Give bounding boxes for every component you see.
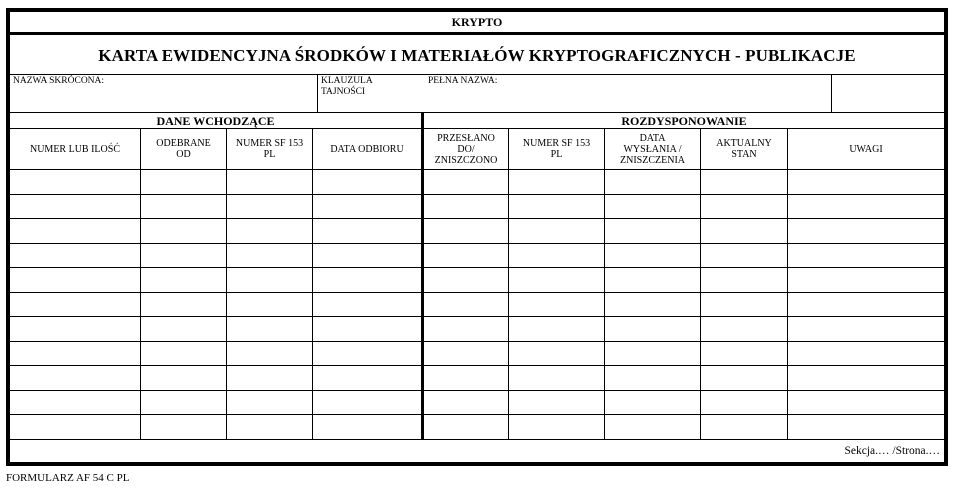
col-sent-to: PRZESŁANO DO/ ZNISZCZONO bbox=[434, 132, 498, 166]
table-cell[interactable] bbox=[605, 366, 700, 389]
table-cell[interactable] bbox=[10, 293, 140, 316]
table-cell[interactable] bbox=[227, 391, 312, 414]
table-cell[interactable] bbox=[141, 293, 226, 316]
table-cell[interactable] bbox=[788, 342, 943, 365]
table-cell[interactable] bbox=[788, 391, 943, 414]
col-current-state: AKTUALNY STAN bbox=[716, 138, 772, 160]
table-cell[interactable] bbox=[701, 391, 787, 414]
title-divider bbox=[10, 74, 944, 75]
fields-divider bbox=[10, 112, 944, 113]
table-cell[interactable] bbox=[10, 170, 140, 193]
table-cell[interactable] bbox=[424, 219, 508, 242]
col-dispatch-date: DATA WYSŁANIA / ZNISZCZENIA bbox=[620, 132, 685, 166]
table-cell[interactable] bbox=[141, 391, 226, 414]
table-cell[interactable] bbox=[605, 342, 700, 365]
table-cell[interactable] bbox=[10, 415, 140, 438]
table-cell[interactable] bbox=[10, 342, 140, 365]
table-cell[interactable] bbox=[509, 293, 604, 316]
table-cell[interactable] bbox=[605, 391, 700, 414]
table-cell[interactable] bbox=[424, 342, 508, 365]
col-sf-number-out: NUMER SF 153 PL bbox=[522, 138, 591, 160]
short-name-label: NAZWA SKRÓCONA: bbox=[13, 76, 105, 86]
table-cell[interactable] bbox=[788, 195, 943, 218]
section-divider bbox=[421, 112, 424, 439]
table-cell[interactable] bbox=[424, 293, 508, 316]
table-cell[interactable] bbox=[313, 293, 423, 316]
table-cell[interactable] bbox=[605, 195, 700, 218]
table-cell[interactable] bbox=[141, 268, 226, 291]
clause-label: KLAUZULA TAJNOŚCI bbox=[321, 76, 373, 97]
table-cell[interactable] bbox=[605, 268, 700, 291]
table-cell[interactable] bbox=[509, 391, 604, 414]
table-cell[interactable] bbox=[10, 268, 140, 291]
table-cell[interactable] bbox=[509, 268, 604, 291]
table-cell[interactable] bbox=[10, 366, 140, 389]
table-cell[interactable] bbox=[701, 415, 787, 438]
table-cell[interactable] bbox=[701, 342, 787, 365]
header-divider bbox=[10, 32, 944, 35]
table-cell[interactable] bbox=[605, 219, 700, 242]
table-cell[interactable] bbox=[227, 415, 312, 438]
table-cell[interactable] bbox=[227, 268, 312, 291]
table-cell[interactable] bbox=[227, 244, 312, 267]
table-cell[interactable] bbox=[227, 170, 312, 193]
table-cell[interactable] bbox=[509, 195, 604, 218]
page-reference: Sekcja.… /Strona.… bbox=[844, 445, 940, 457]
table-cell[interactable] bbox=[313, 391, 423, 414]
table-cell[interactable] bbox=[788, 170, 943, 193]
col-number-or-qty: NUMER LUB ILOŚĆ bbox=[29, 143, 120, 155]
table-cell[interactable] bbox=[141, 366, 226, 389]
section-disposition: ROZDYSPONOWANIE bbox=[621, 114, 747, 128]
table-cell[interactable] bbox=[788, 244, 943, 267]
table-cell[interactable] bbox=[701, 170, 787, 193]
table-cell[interactable] bbox=[141, 342, 226, 365]
table-cell[interactable] bbox=[313, 219, 423, 242]
table-cell[interactable] bbox=[141, 244, 226, 267]
table-cell[interactable] bbox=[424, 195, 508, 218]
table-cell[interactable] bbox=[227, 317, 312, 340]
table-cell[interactable] bbox=[10, 195, 140, 218]
table-cell[interactable] bbox=[141, 219, 226, 242]
table-cell[interactable] bbox=[141, 170, 226, 193]
table-cell[interactable] bbox=[509, 366, 604, 389]
short-name-field[interactable] bbox=[120, 76, 310, 112]
table-cell[interactable] bbox=[424, 170, 508, 193]
table-cell[interactable] bbox=[424, 391, 508, 414]
table-cell[interactable] bbox=[509, 244, 604, 267]
table-cell[interactable] bbox=[10, 244, 140, 267]
table-cell[interactable] bbox=[701, 366, 787, 389]
table-cell[interactable] bbox=[424, 244, 508, 267]
table-cell[interactable] bbox=[605, 415, 700, 438]
table-cell[interactable] bbox=[788, 317, 943, 340]
table-cell[interactable] bbox=[424, 268, 508, 291]
table-cell[interactable] bbox=[313, 317, 423, 340]
table-cell[interactable] bbox=[10, 219, 140, 242]
table-cell[interactable] bbox=[788, 268, 943, 291]
table-cell[interactable] bbox=[509, 415, 604, 438]
table-cell[interactable] bbox=[605, 293, 700, 316]
table-cell[interactable] bbox=[313, 268, 423, 291]
table-cell[interactable] bbox=[424, 317, 508, 340]
table-cell[interactable] bbox=[605, 317, 700, 340]
table-cell[interactable] bbox=[10, 317, 140, 340]
clause-field[interactable] bbox=[372, 76, 420, 112]
table-cell[interactable] bbox=[788, 415, 943, 438]
table-cell[interactable] bbox=[141, 195, 226, 218]
table-cell[interactable] bbox=[701, 219, 787, 242]
table-cell[interactable] bbox=[227, 195, 312, 218]
table-cell[interactable] bbox=[141, 317, 226, 340]
table-cell[interactable] bbox=[701, 195, 787, 218]
table-cell[interactable] bbox=[701, 244, 787, 267]
table-cell[interactable] bbox=[701, 317, 787, 340]
table-cell[interactable] bbox=[701, 293, 787, 316]
full-name-label: PEŁNA NAZWA: bbox=[428, 76, 498, 86]
krypto-label: KRYPTO bbox=[451, 15, 503, 29]
table-cell[interactable] bbox=[509, 342, 604, 365]
table-cell[interactable] bbox=[227, 293, 312, 316]
col-remarks: UWAGI bbox=[849, 143, 883, 155]
table-cell[interactable] bbox=[313, 415, 423, 438]
table-cell[interactable] bbox=[313, 244, 423, 267]
full-name-field[interactable] bbox=[515, 76, 825, 112]
table-cell[interactable] bbox=[424, 366, 508, 389]
col-sf-number-in: NUMER SF 153 PL bbox=[235, 138, 304, 160]
table-cell[interactable] bbox=[605, 244, 700, 267]
table-cell[interactable] bbox=[313, 366, 423, 389]
form-code: FORMULARZ AF 54 C PL bbox=[6, 472, 130, 484]
extra-field[interactable] bbox=[833, 76, 941, 112]
table-cell[interactable] bbox=[313, 195, 423, 218]
table-cell[interactable] bbox=[10, 391, 140, 414]
table-cell[interactable] bbox=[141, 415, 226, 438]
table-cell[interactable] bbox=[227, 342, 312, 365]
table-cell[interactable] bbox=[227, 219, 312, 242]
table-cell[interactable] bbox=[509, 317, 604, 340]
table-cell[interactable] bbox=[605, 170, 700, 193]
col-receipt-date: DATA ODBIORU bbox=[330, 143, 404, 155]
table-cell[interactable] bbox=[509, 170, 604, 193]
table-cell[interactable] bbox=[313, 170, 423, 193]
table-cell[interactable] bbox=[788, 366, 943, 389]
col-received-from: ODEBRANE OD bbox=[156, 138, 211, 160]
form-title: KARTA EWIDENCYJNA ŚRODKÓW I MATERIAŁÓW KRYPTOGRAFICZNYCH - PUBLIKACJE bbox=[98, 46, 856, 65]
table-cell[interactable] bbox=[701, 268, 787, 291]
table-cell[interactable] bbox=[788, 293, 943, 316]
table-cell[interactable] bbox=[227, 366, 312, 389]
section-incoming: DANE WCHODZĄCE bbox=[156, 114, 275, 128]
form-frame bbox=[6, 8, 948, 466]
table-cell[interactable] bbox=[788, 219, 943, 242]
table-cell[interactable] bbox=[509, 219, 604, 242]
table-cell[interactable] bbox=[313, 342, 423, 365]
table-cell[interactable] bbox=[424, 415, 508, 438]
